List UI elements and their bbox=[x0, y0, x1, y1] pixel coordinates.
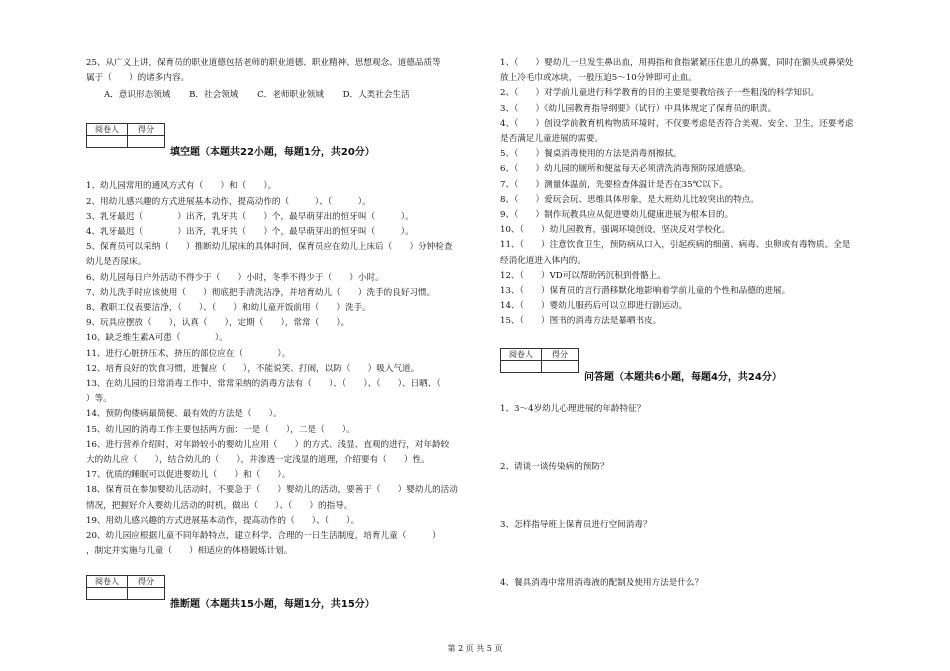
fill-question-line: 9、玩具应摆放（ ），认真（ ），定期（ ），常常（ ）。 bbox=[86, 318, 350, 329]
q25-options bbox=[86, 88, 486, 103]
fill-question-line: 7、幼儿洗手时应该使用（ ）彻底把手清洗洁净，并培育幼儿（ ）洗手的良好习惯。 bbox=[86, 287, 436, 298]
judge-section-header bbox=[86, 575, 486, 609]
q25-line-2: 属于（ ）的诸多内容。 bbox=[86, 73, 190, 84]
fill-score-box bbox=[86, 123, 165, 148]
fill-section-title: 填空题（本题共22小题，每题1分，共20分） bbox=[170, 147, 375, 159]
fill-question-line: 8、教职工仪表要洁净，（ ）、（ ）和幼儿童开饭前用（ ）洗手。 bbox=[86, 303, 371, 314]
q25-option-a: A．意识形态领域 bbox=[104, 90, 171, 101]
essay-question: 2、请谈一谈传染病的预防？ bbox=[500, 461, 609, 472]
judge-question-line: 12、（ ）VD可以帮助钙沉积到骨骼上。 bbox=[500, 270, 666, 281]
judge-question-line: 放上冷毛巾或冰块，一般压迫5～10分钟即可止血。 bbox=[500, 73, 697, 84]
fill-question-line: 16、进行营养介绍时，对年龄较小的婴幼儿应用（ ）的方式、浅显、直观的进行，对年龄较 bbox=[86, 439, 450, 450]
essay-score-box bbox=[500, 348, 579, 373]
fill-question-line: 17、优质的睡眠可以促进婴幼儿（ ）和（ ）。 bbox=[86, 470, 291, 481]
fill-question-line: 10、缺乏维生素A可患（ ）。 bbox=[86, 333, 228, 344]
essay-question: 3、怎样指导班上保育员进行空间消毒？ bbox=[500, 519, 652, 530]
fill-question-line: 2、用幼儿感兴趣的方式进展基本动作，提高动作的（ ）、（ ）。 bbox=[86, 196, 371, 207]
fill-question-line: 11、进行心脏挤压术，挤压的部位应在（ ）。 bbox=[86, 348, 291, 359]
fill-question-line: 情况，把握好介入婴幼儿活动的时机，做出（ ）、（ ）的指导。 bbox=[86, 500, 353, 511]
judge-question-line: 10、（ ）幼儿园教育，强调环境创设，坚决反对学校化。 bbox=[500, 225, 731, 236]
fill-question-line: 20、幼儿园应根据儿童不同年龄特点，建立科学、合理的一日生活制度，培育儿童（ ） bbox=[86, 531, 441, 542]
judge-question-line: 3、（ ）《幼儿园教育指导纲要》（试行）中具体规定了保育员的职责。 bbox=[500, 103, 777, 114]
judge-question-line: 5、（ ）餐桌消毒使用的方法是消毒剂擦拭。 bbox=[500, 149, 682, 160]
grader-cell bbox=[87, 136, 128, 148]
essay-question: 1、3～4岁幼儿心理进展的年龄特征？ bbox=[500, 403, 646, 414]
fill-question-line: 4、乳牙最迟（ ）出齐，乳牙共（ ）个，最早萌芽出的恒牙叫（ ）。 bbox=[86, 227, 414, 238]
grader-label: 阅卷人 bbox=[87, 576, 128, 588]
judge-section-title: 推断题（本题共15小题，每题1分，共15分） bbox=[170, 599, 375, 611]
judge-question-line: 15、（ ）图书的消毒方法是暴晒书皮。 bbox=[500, 316, 662, 327]
judge-question-line: 8、（ ）爱玩会玩、思维具体形象，是大班幼儿比较突出的特点。 bbox=[500, 194, 759, 205]
grader-label: 阅卷人 bbox=[501, 348, 542, 360]
judge-question-line: 14、（ ）婴幼儿服药后可以立即进行剧运动。 bbox=[500, 301, 688, 312]
judge-question-line: 是否满足儿童进展的需要。 bbox=[500, 134, 604, 145]
page-number: 第 2 页 共 5 页 bbox=[447, 644, 503, 653]
judge-score-box bbox=[86, 575, 165, 600]
score-cell bbox=[128, 588, 165, 600]
judge-question-line: 4、（ ）创设学前教育机构物质环境时，不仅要考虑是否符合美观、安全、卫生，还要考虑 bbox=[500, 118, 854, 129]
essay-section-title: 问答题（本题共6小题，每题4分，共24分） bbox=[584, 371, 782, 383]
judge-question-line: 13、（ ）保育员的言行潜移默化地影响着学前儿童的个性和品德的进展。 bbox=[500, 286, 791, 297]
essay-question: 4、餐具消毒中常用消毒液的配制及使用方法是什么？ bbox=[500, 577, 704, 588]
fill-question-line: 14、预防佝偻病最简便、最有效的方法是（ ）。 bbox=[86, 409, 282, 420]
grader-cell bbox=[501, 360, 542, 372]
q25-option-d: D．人类社会生活 bbox=[342, 90, 410, 101]
fill-question-line: 3、乳牙最迟（ ）出齐，乳牙共（ ）个，最早萌芽出的恒牙叫（ ）。 bbox=[86, 211, 414, 222]
score-label: 得分 bbox=[542, 348, 579, 360]
judge-question-line: 11、（ ）注意饮食卫生，预防病从口入，引起疾病的细菌、病毒、虫卵或有毒物质。全是 bbox=[500, 240, 851, 251]
fill-question-line: 1、幼儿园常用的通风方式有（ ）和（ ）。 bbox=[86, 181, 277, 192]
judge-question-line: 1、（ ）婴幼儿一旦发生鼻出血，用拇指和食指紧紧压住患儿的鼻翼，同时在额头或鼻梁处 bbox=[500, 58, 854, 68]
q25-option-b: B．社会领域 bbox=[189, 90, 239, 101]
left-column bbox=[86, 56, 486, 609]
essay-section-header bbox=[500, 348, 900, 382]
fill-question-line: 大的幼儿应（ ），结合幼儿的（ ），并渗透一定浅显的道理，介绍要有（ ）性。 bbox=[86, 455, 430, 466]
judge-question-line: 7、（ ）测量体温前，先要检查体温计是否在35℃以下。 bbox=[500, 179, 728, 190]
fill-question-line: ）等。 bbox=[86, 394, 112, 405]
fill-question-line: 6、幼儿园每日户外活动不得少于（ ）小时，冬季不得少于（ ）小时。 bbox=[86, 272, 384, 283]
score-label: 得分 bbox=[128, 124, 165, 136]
fill-question-line: 5、保育员可以采纳（ ）推断幼儿尿床的具体时间，保育员应在幼儿上床后（ ）分钟检查 bbox=[86, 242, 453, 253]
grader-cell bbox=[87, 588, 128, 600]
grader-label: 阅卷人 bbox=[87, 124, 128, 136]
judge-question-line: 9、（ ）制作玩教具应从促进婴幼儿健康进展为根本目的。 bbox=[500, 210, 734, 221]
right-column bbox=[500, 56, 900, 590]
judge-question-list bbox=[500, 56, 900, 330]
judge-question-line: 经消化道进入体内的。 bbox=[500, 255, 586, 266]
fill-question-line: ，制定并实施与儿童（ ）相适应的体格锻炼计划。 bbox=[86, 546, 293, 557]
fill-question-line: 15、幼儿园的消毒工作主要包括两方面：一是（ ），二是（ ）。 bbox=[86, 424, 355, 435]
score-cell bbox=[542, 360, 579, 372]
essay-question-list bbox=[500, 402, 900, 590]
fill-question-line: 12、培育良好的饮食习惯，进餐应（ ），不能说笑、打闹，以防（ ）吸入气道。 bbox=[86, 363, 420, 374]
fill-question-line: 18、保育员在参加婴幼儿活动时，不要急于（ ）婴幼儿的活动，要善于（ ）婴幼儿的活动 bbox=[86, 485, 458, 496]
fill-question-list bbox=[86, 179, 486, 559]
score-cell bbox=[128, 136, 165, 148]
q25-line-1: 25、从广义上讲，保育员的职业道德包括老师的职业道德、职业精神、思想观念、道德品质等 bbox=[86, 58, 441, 68]
fill-question-line: 19、用幼儿感兴趣的方式进展基本动作，提高动作的（ ）、（ ）。 bbox=[86, 515, 360, 526]
fill-question-line: 幼儿是否尿床。 bbox=[86, 257, 147, 268]
judge-question-line: 2、（ ）对学前儿童进行科学教育的目的主要是要教给孩子一些粗浅的科学知识。 bbox=[500, 88, 820, 99]
score-label: 得分 bbox=[128, 576, 165, 588]
judge-question-line: 6、（ ）幼儿园的厕所和便盆每天必须清洗消毒预防尿道感染。 bbox=[500, 164, 751, 175]
fill-question-line: 13、在幼儿园的日常消毒工作中，常常采纳的消毒方法有（ ）、（ ）、（ ）、日晒、（ bbox=[86, 379, 441, 390]
fill-section-header bbox=[86, 123, 486, 157]
q25-option-c: C．老师职业领域 bbox=[257, 90, 324, 101]
